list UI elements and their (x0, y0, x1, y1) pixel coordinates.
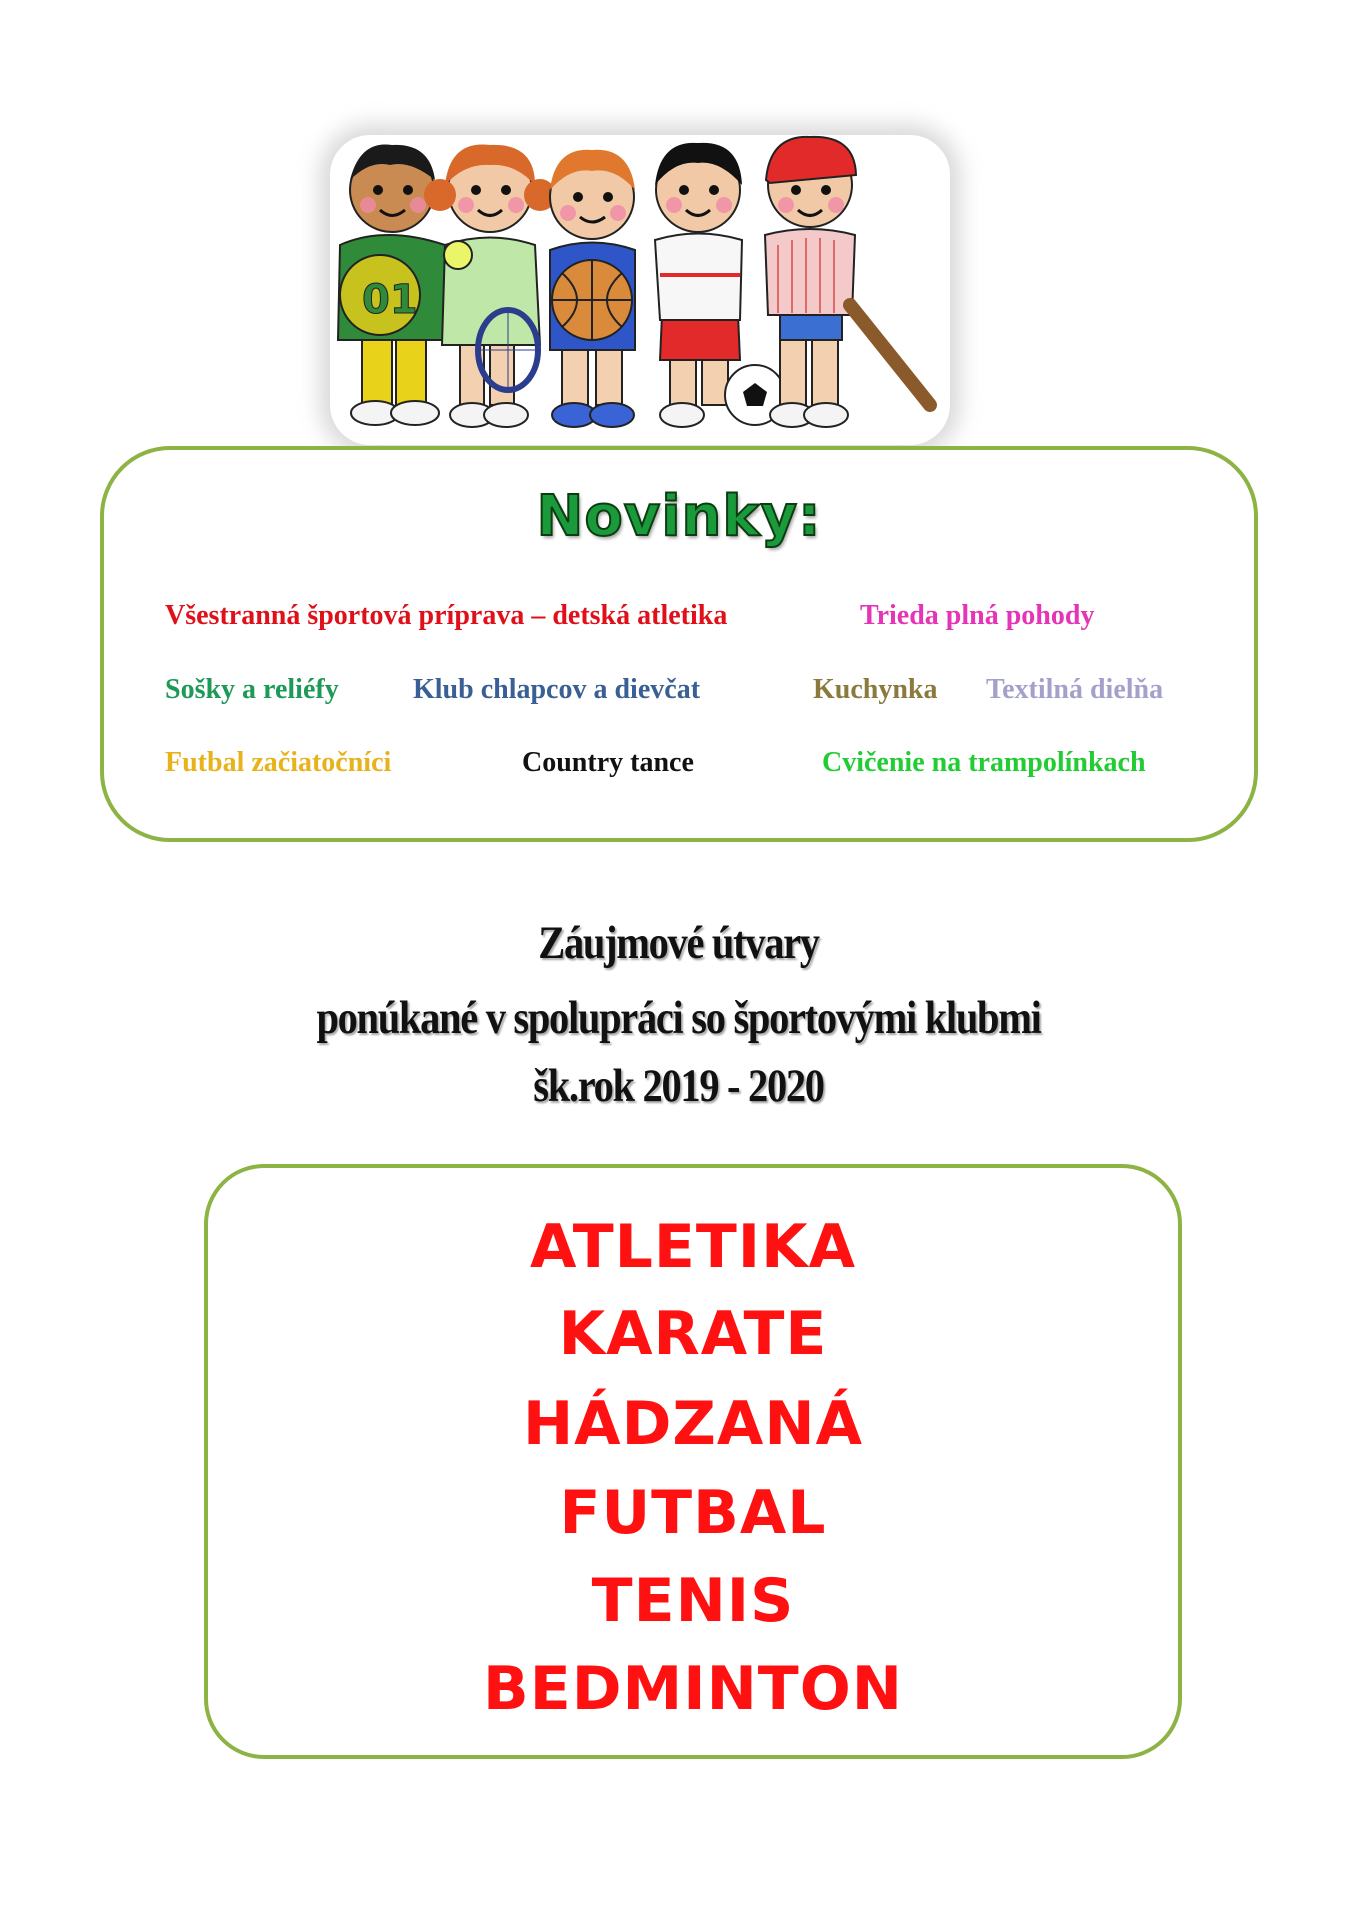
heading-line-2: ponúkané v spolupráci so športovými klubmi (316, 992, 1041, 1044)
news-item-country-tance: Country tance (522, 747, 694, 778)
news-item-textilna-dielna: Textilná dielňa (986, 674, 1164, 705)
kids-sports-image (330, 135, 950, 445)
news-title: Novinky: (536, 484, 822, 549)
sport-tenis: TENIS (591, 1566, 795, 1636)
heading-line-1: Záujmové útvary (538, 917, 819, 969)
sport-futbal: FUTBAL (559, 1478, 827, 1548)
heading-line-3: šk.rok 2019 - 2020 (533, 1060, 824, 1112)
kids-illustration (330, 135, 950, 445)
news-item-sosky-reliefy: Sošky a reliéfy (165, 674, 339, 705)
kid-5 (765, 137, 930, 427)
sport-bedminton: BEDMINTON (483, 1654, 903, 1724)
news-item-detska-atletika: Všestranná športová príprava – detská atletika (165, 600, 728, 631)
news-item-trieda-pohody: Trieda plná pohody (860, 600, 1095, 631)
sport-hadzana: HÁDZANÁ (522, 1389, 864, 1459)
news-item-kuchynka: Kuchynka (813, 674, 938, 705)
jersey-number: 01 (362, 277, 418, 323)
news-item-klub-chlapcov: Klub chlapcov a dievčat (413, 674, 701, 705)
kid-3 (550, 150, 635, 427)
kid-4 (655, 143, 785, 427)
kid-2 (424, 145, 556, 428)
sports-box (204, 1164, 1182, 1759)
news-box (100, 446, 1258, 842)
baseball-bat-icon (850, 305, 930, 405)
sport-karate: KARATE (558, 1299, 828, 1369)
news-item-trampolinky: Cvičenie na trampolínkach (822, 747, 1146, 778)
news-item-futbal-zaciatocnici: Futbal začiatočníci (165, 747, 392, 778)
sport-atletika: ATLETIKA (529, 1212, 857, 1282)
